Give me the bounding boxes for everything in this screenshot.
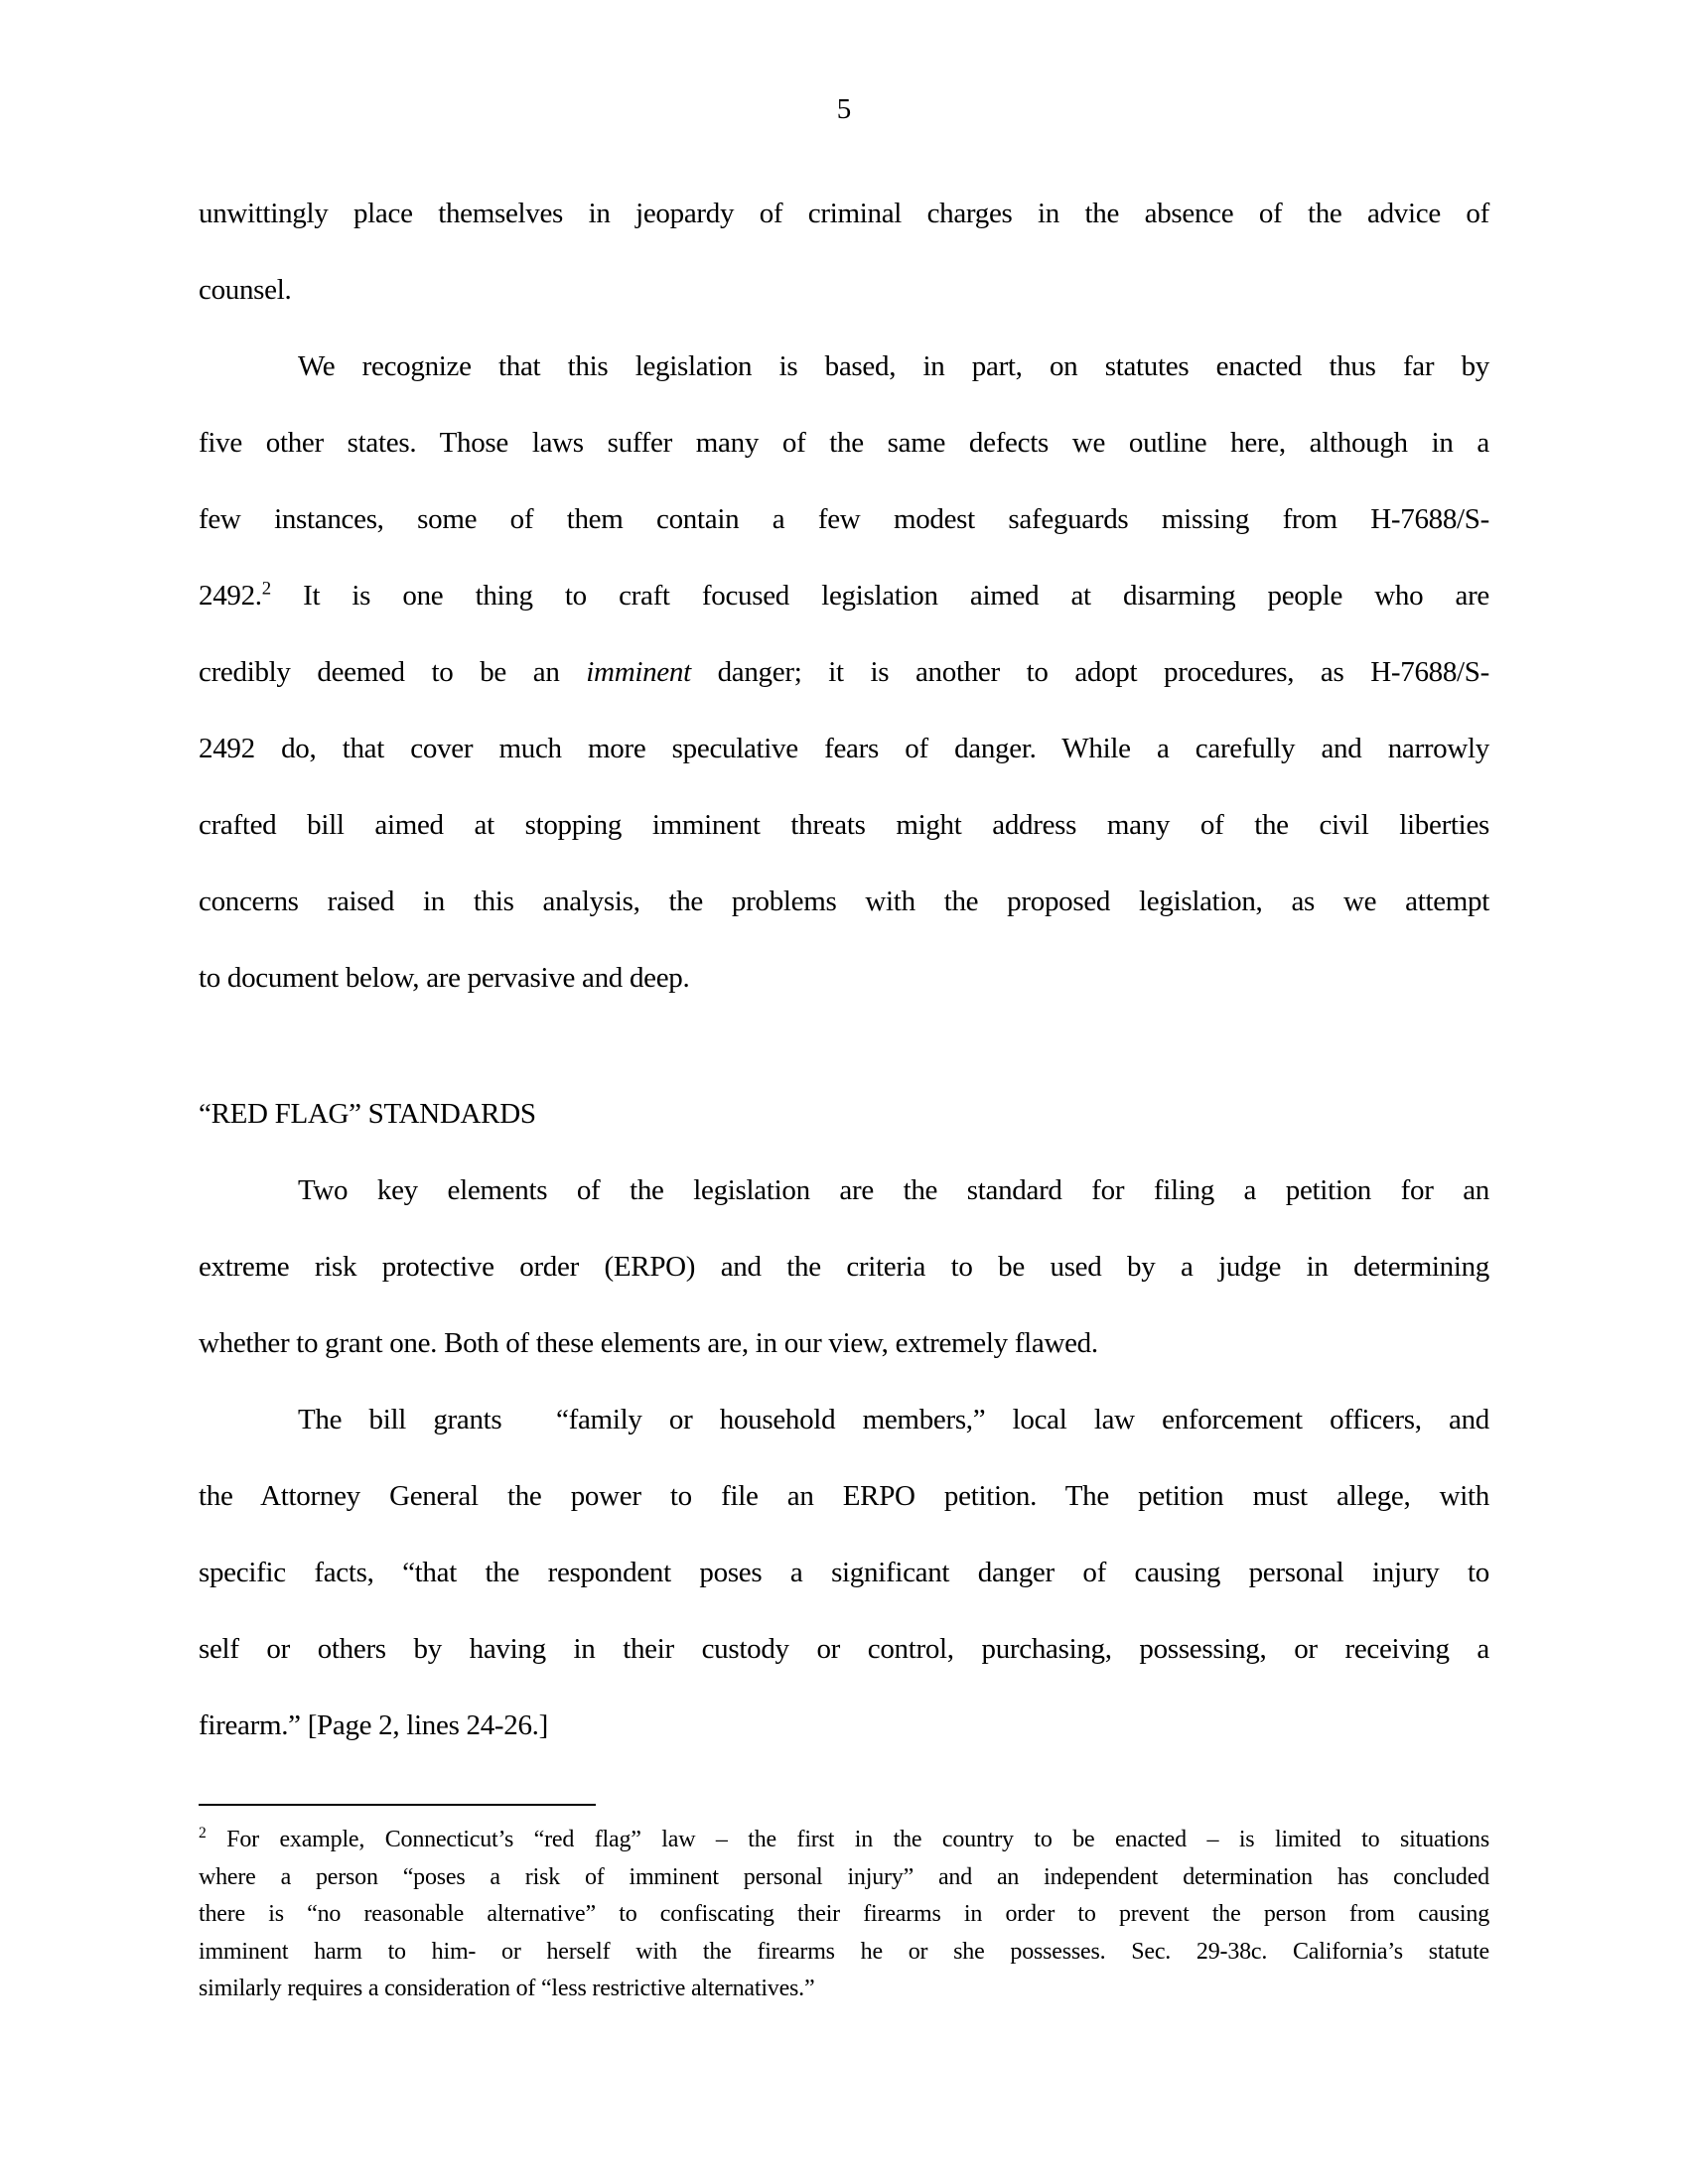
footnote-line: there is “no reasonable alternative” to confiscating their firearms in order to prevent the person from causing — [199, 1901, 1489, 1927]
text-segment: For example, Connecticut’s “red flag” law – the first in the country to be enacted – is limited to situations — [206, 1827, 1489, 1852]
text-line: whether to grant one. Both of these elements are, in our view, extremely flawed. — [199, 1327, 1098, 1359]
paragraph-3 — [199, 1153, 1489, 1382]
footnote-line — [199, 1822, 1489, 1859]
text-segment: 2492. — [199, 580, 262, 612]
emphasis-text: imminent — [586, 656, 691, 688]
footnote-line: imminent harm to him- or herself with the firearms he or she possesses. Sec. 29-38c. California’s statute — [199, 1938, 1489, 1965]
page-number: 5 — [836, 93, 852, 125]
text-line: extreme risk protective order (ERPO) and the criteria to be used by a judge in determining — [199, 1251, 1489, 1283]
text-line: Two key elements of the legislation are the standard for filing a petition for an — [298, 1174, 1489, 1206]
text-line — [199, 558, 1489, 634]
text-segment: credibly deemed to be an — [199, 656, 587, 688]
footnote-line: where a person “poses a risk of imminent personal injury” and an independent determination has concluded — [199, 1863, 1489, 1890]
text-line: We recognize that this legislation is based, in part, on statutes enacted thus far by — [298, 350, 1489, 382]
text-segment: It is one thing to craft focused legislation aimed at disarming people who are — [270, 580, 1489, 612]
text-line: crafted bill aimed at stopping imminent threats might address many of the civil liberties — [199, 809, 1489, 841]
paragraph-1 — [199, 176, 1489, 329]
section-heading: “RED FLAG” STANDARDS — [199, 1098, 536, 1130]
text-line: concerns raised in this analysis, the problems with the proposed legislation, as we attempt — [199, 886, 1489, 917]
footnote-number-marker: 2 — [199, 1825, 207, 1842]
text-line: self or others by having in their custody or control, purchasing, possessing, or receiving a — [199, 1633, 1489, 1665]
footnote-reference-superscript: 2 — [261, 578, 271, 600]
text-line: five other states. Those laws suffer many of the same defects we outline here, although in a — [199, 427, 1489, 459]
text-line — [199, 634, 1489, 711]
footnote — [199, 1804, 1489, 2008]
text-line: to document below, are pervasive and deep. — [199, 962, 690, 994]
text-line: firearm.” [Page 2, lines 24-26.] — [199, 1709, 548, 1741]
text-line: counsel. — [199, 274, 292, 306]
footnote-separator — [199, 1804, 596, 1806]
text-line: unwittingly place themselves in jeopardy of criminal charges in the absence of the advice of — [199, 198, 1489, 229]
text-segment: danger; it is another to adopt procedures, as H-7688/S- — [690, 656, 1489, 688]
text-line: the Attorney General the power to file an ERPO petition. The petition must allege, with — [199, 1480, 1489, 1512]
text-line: The bill grants “family or household members,” local law enforcement officers, and — [298, 1404, 1489, 1435]
paragraph-2 — [199, 329, 1489, 1017]
paragraph-4 — [199, 1382, 1489, 1764]
text-line: few instances, some of them contain a few modest safeguards missing from H-7688/S- — [199, 503, 1489, 535]
text-line: specific facts, “that the respondent poses a significant danger of causing personal injury to — [199, 1557, 1489, 1588]
footnote-line: similarly requires a consideration of “less restrictive alternatives.” — [199, 1976, 815, 2001]
text-line: 2492 do, that cover much more speculative fears of danger. While a carefully and narrowly — [199, 733, 1489, 764]
body-text — [199, 176, 1489, 1764]
